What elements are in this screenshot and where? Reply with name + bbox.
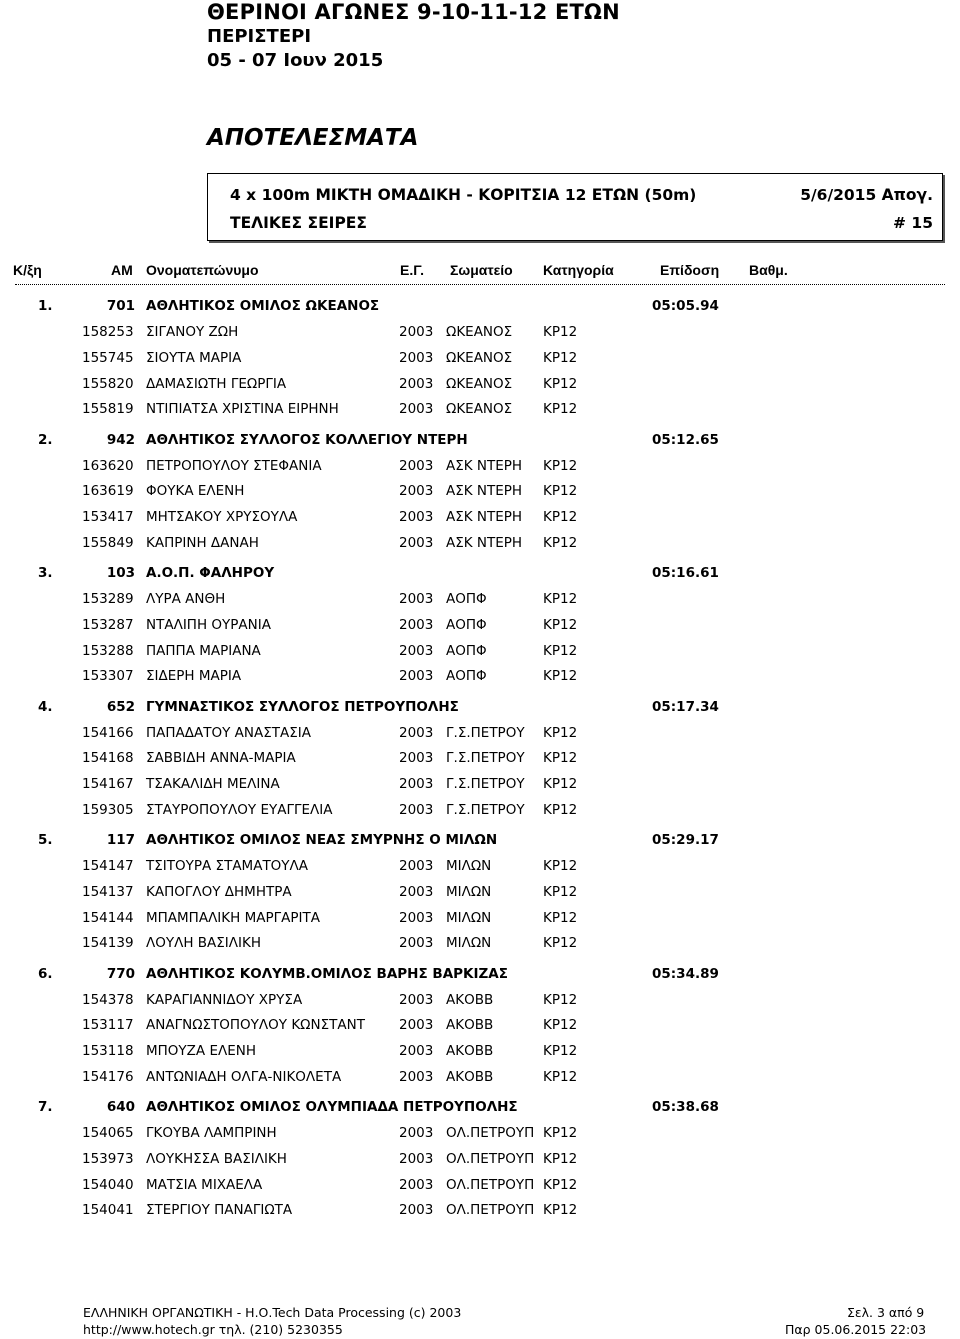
col-header-rank: Κ/ξη <box>13 262 42 278</box>
athlete-name: ΑΝΤΩΝΙΑΔΗ ΟΛΓΑ-ΝΙΚΟΛΕΤΑ <box>146 1068 342 1085</box>
athlete-name: ΠΑΠΠΑ ΜΑΡΙΑΝΑ <box>146 642 261 659</box>
team-name: ΓΥΜΝΑΣΤΙΚΟΣ ΣΥΛΛΟΓΟΣ ΠΕΤΡΟΥΠΟΛΗΣ <box>146 698 459 715</box>
athlete-row <box>0 398 960 420</box>
athlete-club: ΑΣΚ ΝΤΕΡΗ <box>446 509 523 526</box>
athlete-name: ΜΑΤΣΙΑ ΜΙΧΑΕΛΑ <box>146 1176 263 1193</box>
athlete-category: ΚΡ12 <box>543 1176 578 1193</box>
event-phase: ΤΕΛΙΚΕΣ ΣΕΙΡΕΣ <box>230 214 367 232</box>
athlete-row <box>0 1122 960 1144</box>
athlete-name: ΛΟΥΚΗΣΣΑ ΒΑΣΙΛΙΚΗ <box>146 1150 287 1167</box>
athlete-club: ΜΙΛΩΝ <box>446 883 492 900</box>
team-number: 770 <box>106 965 135 982</box>
team-time: 05:05.94 <box>652 298 719 314</box>
athlete-name: ΣΙΔΕΡΗ ΜΑΡΙΑ <box>146 668 242 685</box>
athlete-id: 153118 <box>82 1043 134 1060</box>
footer-organizer: ΕΛΛΗΝΙΚΗ ΟΡΓΑΝΩΤΙΚΗ - Η.Ο.Tech Data Processing (c) 2003 <box>83 1305 462 1320</box>
athlete-birth-year: 2003 <box>399 616 434 633</box>
athlete-birth-year: 2003 <box>399 909 434 926</box>
team-name: ΑΘΛΗΤΙΚΟΣ ΟΜΙΛΟΣ ΝΕΑΣ ΣΜΥΡΝΗΣ Ο ΜΙΛΩΝ <box>146 832 498 848</box>
athlete-id: 154139 <box>82 935 134 952</box>
athlete-birth-year: 2003 <box>399 1176 434 1193</box>
athlete-category: ΚΡ12 <box>543 724 578 741</box>
athlete-name: ΠΕΤΡΟΠΟΥΛΟΥ ΣΤΕΦΑΝΙΑ <box>146 457 322 474</box>
team-name: ΑΘΛΗΤΙΚΟΣ ΣΥΛΛΟΓΟΣ ΚΟΛΛΕΓΙΟΥ ΝΤΕΡΗ <box>146 431 468 448</box>
athlete-category: ΚΡ12 <box>543 401 578 418</box>
athlete-category: ΚΡ12 <box>543 457 578 474</box>
team-row <box>0 429 960 451</box>
athlete-category: ΚΡ12 <box>543 1150 578 1167</box>
athlete-club: ΟΛ.ΠΕΤΡΟΥΠ <box>446 1176 535 1193</box>
athlete-birth-year: 2003 <box>399 1125 434 1141</box>
athlete-row <box>0 989 960 1011</box>
col-header-name: Ονοματεπώνυμο <box>146 262 259 278</box>
athlete-name: ΚΑΠΡΙΝΗ ΔΑΝΑΗ <box>146 534 259 551</box>
athlete-category: ΚΡ12 <box>543 909 578 926</box>
athlete-club: ΑΣΚ ΝΤΕΡΗ <box>446 457 523 474</box>
athlete-birth-year: 2003 <box>399 375 434 392</box>
athlete-club: ΩΚΕΑΝΟΣ <box>446 324 513 340</box>
athlete-club: ΑΟΠΦ <box>446 591 487 607</box>
athlete-club: ΑΣΚ ΝΤΕΡΗ <box>446 483 523 500</box>
athlete-id: 153289 <box>82 591 134 607</box>
athlete-club: ΟΛ.ΠΕΤΡΟΥΠ <box>446 1125 535 1141</box>
athlete-id: 154147 <box>82 858 134 874</box>
athlete-club: ΑΚΟΒΒ <box>446 991 494 1008</box>
athlete-birth-year: 2003 <box>399 1017 434 1034</box>
athlete-club: ΜΙΛΩΝ <box>446 858 492 874</box>
athlete-row <box>0 1148 960 1170</box>
team-rank: 7. <box>38 1099 53 1115</box>
athlete-id: 153287 <box>82 616 134 633</box>
athlete-club: Γ.Σ.ΠΕΤΡΟΥ <box>446 801 525 818</box>
team-rank: 2. <box>38 431 53 448</box>
athlete-birth-year: 2003 <box>399 642 434 659</box>
athlete-row <box>0 799 960 821</box>
col-header-club: Σωματείο <box>450 262 513 278</box>
athlete-id: 154167 <box>82 776 134 793</box>
athlete-category: ΚΡ12 <box>543 858 578 874</box>
athlete-name: ΠΑΠΑΔΑΤΟΥ ΑΝΑΣΤΑΣΙΑ <box>146 724 311 741</box>
team-row <box>0 1096 960 1118</box>
team-number: 701 <box>106 298 135 314</box>
athlete-name: ΜΠΑΜΠΑΛΙΚΗ ΜΑΡΓΑΡΙΤΑ <box>146 909 320 926</box>
team-rank: 6. <box>38 965 53 982</box>
athlete-name: ΚΑΡΑΓΙΑΝΝΙΔΟΥ ΧΡΥΣΑ <box>146 991 303 1008</box>
athlete-birth-year: 2003 <box>399 858 434 874</box>
athlete-club: ΑΟΠΦ <box>446 642 487 659</box>
athlete-birth-year: 2003 <box>399 801 434 818</box>
team-row <box>0 963 960 985</box>
athlete-name: ΜΠΟΥΖΑ ΕΛΕΝΗ <box>146 1043 256 1060</box>
athlete-row <box>0 907 960 929</box>
athlete-club: ΜΙΛΩΝ <box>446 909 492 926</box>
athlete-row <box>0 1040 960 1062</box>
athlete-row <box>0 747 960 769</box>
athlete-birth-year: 2003 <box>399 1068 434 1085</box>
team-rank: 5. <box>38 832 53 848</box>
athlete-name: ΣΙΟΥΤΑ ΜΑΡΙΑ <box>146 349 242 366</box>
athlete-row <box>0 1199 960 1221</box>
athlete-id: 154065 <box>82 1125 134 1141</box>
meet-dates: 05 - 07 Ιουν 2015 <box>207 50 384 71</box>
athlete-row <box>0 455 960 477</box>
athlete-row <box>0 932 960 954</box>
footer-print-date: Παρ 05.06.2015 22:03 <box>785 1322 927 1337</box>
athlete-birth-year: 2003 <box>399 668 434 685</box>
team-number: 652 <box>106 698 135 715</box>
event-date: 5/6/2015 Απογ. <box>800 186 933 204</box>
athlete-club: Γ.Σ.ΠΕΤΡΟΥ <box>446 750 525 767</box>
athlete-birth-year: 2003 <box>399 401 434 418</box>
athlete-name: ΣΙΓΑΝΟΥ ΖΩΗ <box>146 324 239 340</box>
athlete-id: 153417 <box>82 509 134 526</box>
athlete-club: Γ.Σ.ΠΕΤΡΟΥ <box>446 724 525 741</box>
athlete-name: ΣΤΕΡΓΙΟΥ ΠΑΝΑΓΙΩΤΑ <box>146 1202 293 1219</box>
athlete-birth-year: 2003 <box>399 457 434 474</box>
team-time: 05:29.17 <box>652 832 719 848</box>
athlete-id: 153288 <box>82 642 134 659</box>
athlete-birth-year: 2003 <box>399 1202 434 1219</box>
athlete-row <box>0 321 960 343</box>
athlete-birth-year: 2003 <box>399 324 434 340</box>
athlete-category: ΚΡ12 <box>543 642 578 659</box>
athlete-row <box>0 588 960 610</box>
athlete-id: 158253 <box>82 324 134 340</box>
athlete-name: ΜΗΤΣΑΚΟΥ ΧΡΥΣΟΥΛΑ <box>146 509 298 526</box>
athlete-row <box>0 347 960 369</box>
athlete-row <box>0 1014 960 1036</box>
athlete-row <box>0 480 960 502</box>
team-row <box>0 696 960 718</box>
athlete-row <box>0 665 960 687</box>
athlete-id: 154176 <box>82 1068 134 1085</box>
athlete-club: ΩΚΕΑΝΟΣ <box>446 349 513 366</box>
col-header-time: Επίδοση <box>660 262 720 278</box>
athlete-category: ΚΡ12 <box>543 750 578 767</box>
athlete-name: ΤΣΙΤΟΥΡΑ ΣΤΑΜΑΤΟΥΛΑ <box>146 858 309 874</box>
athlete-category: ΚΡ12 <box>543 883 578 900</box>
athlete-id: 155820 <box>82 375 134 392</box>
athlete-birth-year: 2003 <box>399 1043 434 1060</box>
team-number: 103 <box>106 565 135 581</box>
team-row <box>0 829 960 851</box>
athlete-birth-year: 2003 <box>399 349 434 366</box>
athlete-category: ΚΡ12 <box>543 776 578 793</box>
athlete-club: ΟΛ.ΠΕΤΡΟΥΠ <box>446 1202 535 1219</box>
athlete-birth-year: 2003 <box>399 776 434 793</box>
athlete-name: ΚΑΠΟΓΛΟΥ ΔΗΜΗΤΡΑ <box>146 883 292 900</box>
team-name: ΑΘΛΗΤΙΚΟΣ ΟΜΙΛΟΣ ΟΛΥΜΠΙΑΔΑ ΠΕΤΡΟΥΠΟΛΗΣ <box>146 1099 518 1115</box>
athlete-name: ΑΝΑΓΝΩΣΤΟΠΟΥΛΟΥ ΚΩΝΣΤΑΝΤ <box>146 1017 365 1034</box>
athlete-birth-year: 2003 <box>399 1150 434 1167</box>
athlete-name: ΝΤΙΠΙΑΤΣΑ ΧΡΙΣΤΙΝΑ ΕΙΡΗΝΗ <box>146 401 339 418</box>
athlete-category: ΚΡ12 <box>543 1125 578 1141</box>
athlete-id: 154144 <box>82 909 134 926</box>
team-time: 05:38.68 <box>652 1099 719 1115</box>
team-rank: 3. <box>38 565 53 581</box>
team-name: Α.Ο.Π. ΦΑΛΗΡΟΥ <box>146 565 275 581</box>
team-number: 117 <box>106 832 135 848</box>
athlete-id: 163620 <box>82 457 134 474</box>
athlete-club: ΑΣΚ ΝΤΕΡΗ <box>446 534 523 551</box>
event-title: 4 x 100m ΜΙΚΤΗ ΟΜΑΔΙΚΗ - ΚΟΡΙΤΣΙΑ 12 ΕΤΩΝ (50m) <box>230 186 697 204</box>
athlete-id: 154378 <box>82 991 134 1008</box>
athlete-category: ΚΡ12 <box>543 349 578 366</box>
team-time: 05:17.34 <box>652 698 719 715</box>
athlete-birth-year: 2003 <box>399 591 434 607</box>
athlete-id: 153973 <box>82 1150 134 1167</box>
athlete-name: ΔΑΜΑΣΙΩΤΗ ΓΕΩΡΓΙΑ <box>146 375 287 392</box>
athlete-category: ΚΡ12 <box>543 591 578 607</box>
footer-contact: http://www.hotech.gr τηλ. (210) 5230355 <box>83 1322 343 1337</box>
col-header-points: Βαθμ. <box>749 262 788 278</box>
footer-page-number: Σελ. 3 από 9 <box>847 1305 925 1320</box>
athlete-category: ΚΡ12 <box>543 483 578 500</box>
athlete-category: ΚΡ12 <box>543 324 578 340</box>
athlete-club: Γ.Σ.ΠΕΤΡΟΥ <box>446 776 525 793</box>
athlete-category: ΚΡ12 <box>543 1043 578 1060</box>
athlete-row <box>0 881 960 903</box>
athlete-name: ΤΣΑΚΑΛΙΔΗ ΜΕΛΙΝΑ <box>146 776 280 793</box>
athlete-id: 154041 <box>82 1202 134 1219</box>
athlete-id: 155745 <box>82 349 134 366</box>
athlete-category: ΚΡ12 <box>543 668 578 685</box>
athlete-club: ΟΛ.ΠΕΤΡΟΥΠ <box>446 1150 535 1167</box>
athlete-birth-year: 2003 <box>399 883 434 900</box>
athlete-name: ΓΚΟΥΒΑ ΛΑΜΠΡΙΝΗ <box>146 1125 277 1141</box>
athlete-row <box>0 1174 960 1196</box>
athlete-category: ΚΡ12 <box>543 991 578 1008</box>
athlete-row <box>0 532 960 554</box>
athlete-name: ΣΑΒΒΙΔΗ ΑΝΝΑ-ΜΑΡΙΑ <box>146 750 296 767</box>
athlete-club: ΩΚΕΑΝΟΣ <box>446 375 513 392</box>
athlete-id: 154137 <box>82 883 134 900</box>
athlete-id: 154166 <box>82 724 134 741</box>
athlete-club: ΜΙΛΩΝ <box>446 935 492 952</box>
athlete-category: ΚΡ12 <box>543 935 578 952</box>
athlete-category: ΚΡ12 <box>543 616 578 633</box>
athlete-name: ΝΤΑΛΙΠΗ ΟΥΡΑΝΙΑ <box>146 616 271 633</box>
col-header-category: Κατηγορία <box>543 262 614 278</box>
athlete-row <box>0 373 960 395</box>
team-row <box>0 295 960 317</box>
event-box <box>207 173 943 241</box>
athlete-name: ΦΟΥΚΑ ΕΛΕΝΗ <box>146 483 245 500</box>
meet-venue: ΠΕΡΙΣΤΕΡΙ <box>207 26 312 47</box>
athlete-id: 154168 <box>82 750 134 767</box>
athlete-row <box>0 640 960 662</box>
athlete-row <box>0 614 960 636</box>
event-heat-number: # 15 <box>893 214 933 232</box>
athlete-id: 159305 <box>82 801 134 818</box>
team-time: 05:12.65 <box>652 431 719 448</box>
athlete-id: 153117 <box>82 1017 134 1034</box>
team-rank: 4. <box>38 698 53 715</box>
athlete-category: ΚΡ12 <box>543 1068 578 1085</box>
athlete-birth-year: 2003 <box>399 750 434 767</box>
athlete-birth-year: 2003 <box>399 534 434 551</box>
results-heading: ΑΠΟΤΕΛΕΣΜΑΤΑ <box>207 125 419 151</box>
team-name: ΑΘΛΗΤΙΚΟΣ ΟΜΙΛΟΣ ΩΚΕΑΝΟΣ <box>146 298 380 314</box>
athlete-name: ΣΤΑΥΡΟΠΟΥΛΟΥ ΕΥΑΓΓΕΛΙΑ <box>146 801 333 818</box>
athlete-club: ΑΟΠΦ <box>446 668 487 685</box>
athlete-category: ΚΡ12 <box>543 801 578 818</box>
team-time: 05:34.89 <box>652 965 719 982</box>
athlete-id: 163619 <box>82 483 134 500</box>
athlete-id: 153307 <box>82 668 134 685</box>
team-name: ΑΘΛΗΤΙΚΟΣ ΚΟΛΥΜΒ.ΟΜΙΛΟΣ ΒΑΡΗΣ ΒΑΡΚΙΖΑΣ <box>146 965 508 982</box>
header-divider <box>15 284 945 285</box>
athlete-category: ΚΡ12 <box>543 509 578 526</box>
athlete-id: 155849 <box>82 534 134 551</box>
col-header-am: ΑΜ <box>111 262 133 278</box>
athlete-club: ΑΟΠΦ <box>446 616 487 633</box>
athlete-club: ΑΚΟΒΒ <box>446 1068 494 1085</box>
athlete-id: 154040 <box>82 1176 134 1193</box>
athlete-row <box>0 722 960 744</box>
athlete-row <box>0 773 960 795</box>
athlete-club: ΑΚΟΒΒ <box>446 1017 494 1034</box>
athlete-club: ΩΚΕΑΝΟΣ <box>446 401 513 418</box>
team-time: 05:16.61 <box>652 565 719 581</box>
athlete-category: ΚΡ12 <box>543 1202 578 1219</box>
page-footer <box>0 1300 960 1339</box>
athlete-row <box>0 855 960 877</box>
athlete-row <box>0 506 960 528</box>
team-number: 942 <box>106 431 135 448</box>
team-number: 640 <box>106 1099 135 1115</box>
athlete-birth-year: 2003 <box>399 509 434 526</box>
athlete-category: ΚΡ12 <box>543 375 578 392</box>
athlete-name: ΛΟΥΛΗ ΒΑΣΙΛΙΚΗ <box>146 935 262 952</box>
athlete-id: 155819 <box>82 401 134 418</box>
team-row <box>0 562 960 584</box>
athlete-category: ΚΡ12 <box>543 534 578 551</box>
athlete-birth-year: 2003 <box>399 991 434 1008</box>
athlete-birth-year: 2003 <box>399 483 434 500</box>
athlete-birth-year: 2003 <box>399 935 434 952</box>
athlete-club: ΑΚΟΒΒ <box>446 1043 494 1060</box>
athlete-birth-year: 2003 <box>399 724 434 741</box>
athlete-name: ΛΥΡΑ ΑΝΘΗ <box>146 591 226 607</box>
athlete-row <box>0 1066 960 1088</box>
col-header-year: Ε.Γ. <box>400 262 424 278</box>
athlete-category: ΚΡ12 <box>543 1017 578 1034</box>
team-rank: 1. <box>38 298 53 314</box>
meet-title: ΘΕΡΙΝΟΙ ΑΓΩΝΕΣ 9-10-11-12 ΕΤΩΝ <box>207 0 620 24</box>
